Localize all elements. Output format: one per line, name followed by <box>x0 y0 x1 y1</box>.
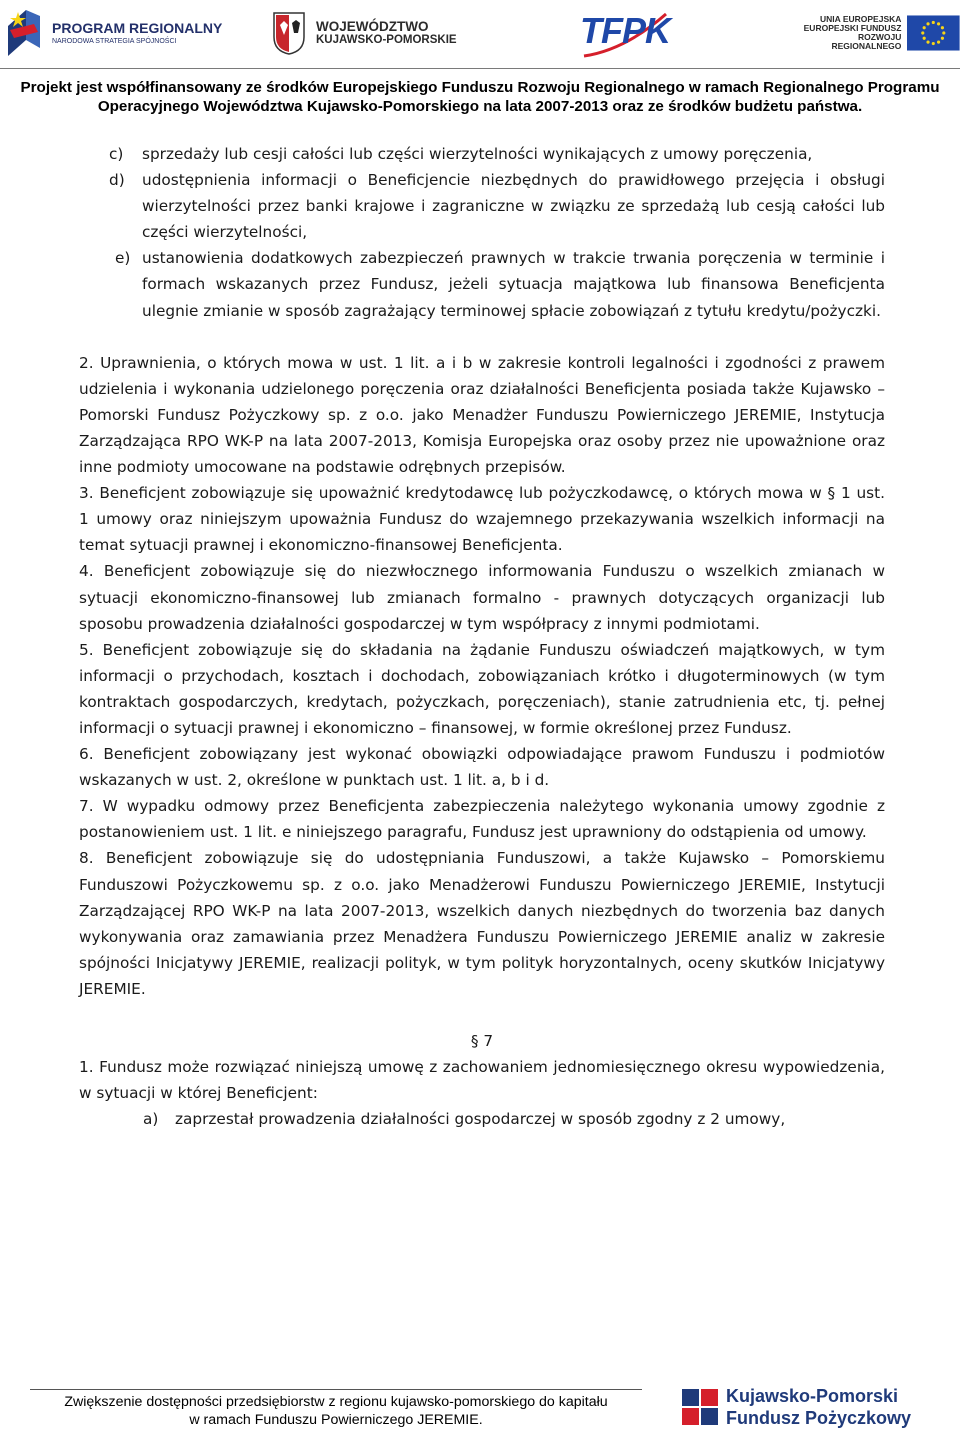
list-text: ustanowienia dodatkowych zabezpieczeń prawnych w trakcie trwania poręczenia w terminie i formach wskazanych przez Fundusz, jeżeli sytuacja majątkowa lub finansowa Beneficjenta ulegnie zmianie w sposób zagrażający terminowej spłacie zobowiązań z tytułu kredytu/pożyczki. <box>142 249 885 320</box>
program-regionalny-emblem-icon <box>4 6 44 60</box>
paragraph-3: 3. Beneficjent zobowiązuje się upoważnić kredytodawcę lub pożyczkodawcę, o których mowa w § 1 ust. 1 umowy oraz niniejszym upoważnia Fundusz do wzajemnego przekazywania wszelkich informacji na temat sytuacji prawnej i ekonomiczno-finansowej Beneficjenta. <box>79 484 885 555</box>
eu-line3: ROZWOJU REGIONALNEGO <box>831 32 902 51</box>
document-body <box>79 141 885 1132</box>
wojewodztwo-line1: WOJEWÓDZTWO <box>316 18 429 34</box>
list-text: sprzedaży lub cesji całości lub części wierzytelności wynikających z umowy poręczenia, <box>142 145 813 163</box>
tfpk-text: TFPK <box>580 10 670 51</box>
eu-line2: EUROPEJSKI FUNDUSZ <box>803 23 902 34</box>
list-text: udostępnienia informacji o Beneficjencie niezbędnych do prawidłowego przejęcia i obsługi wierzytelności przez banki krajowe i zagraniczne w związku ze sprzedażą lub cesją całości lub części wierzytelności, <box>142 171 885 242</box>
eu-logo <box>800 4 960 62</box>
coat-of-arms-icon <box>272 11 306 55</box>
paragraph-8: 8. Beneficjent zobowiązuje się do udostępniania Funduszowi, a także Kujawsko – Pomorskiemu Funduszowi Pożyczkowemu sp. z o.o. jako Menadżerowi Funduszu Powierniczego JEREMIE, Instytucji Zarządzającej RPO WK-P na lata 2007-2013, wszelkich danych niezbędnych do tworzenia baz danych wykonywania oraz zamawiania przez Menadżera Funduszu Powierniczego JEREMIE analiz w zakresie spójności Inicjatywy JEREMIE, realizacji polityk, w tym polityk horyzontalnych, oceny skutków Inicjatywy JEREMIE. <box>79 849 885 998</box>
kpf-line-2: Fundusz Pożyczkowy <box>726 1408 912 1428</box>
paragraph-2: 2. Uprawnienia, o których mowa w ust. 1 lit. a i b w zakresie kontroli legalności i zgodności z prawem udzielenia i wykonania udzielonego poręczenia oraz działalności Beneficjenta posiada także Kujawsko – Pomorski Fundusz Pożyczkowy sp. z o.o. jako Menadżer Funduszu Powierniczego JEREMIE, Instytucja Zarządzająca RPO WK-P na lata 2007-2013, Komisja Europejska oraz osoby przez nie upoważnione oraz inne podmioty umocowane na podstawie odrębnych przepisów. <box>79 353 885 477</box>
tfpk-logo <box>580 4 670 62</box>
section-7-paragraph-1: 1. Fundusz może rozwiązać niniejszą umowę z zachowaniem jednomiesięcznego okresu wypowiedzenia, w sytuacji w której Beneficjent: <box>79 1058 885 1103</box>
wojewodztwo-line2: KUJAWSKO-POMORSKIE <box>316 34 457 47</box>
footer-divider <box>30 1389 642 1390</box>
program-regionalny-logo <box>4 4 222 62</box>
kpf-emblem-icon <box>680 1387 720 1427</box>
list-item-d <box>79 167 885 245</box>
kpf-line-1: Kujawsko-Pomorski <box>726 1386 899 1406</box>
list-label: d) <box>109 171 125 190</box>
header-divider <box>0 68 960 69</box>
eu-flag-icon <box>907 13 960 53</box>
list-label: a) <box>143 1110 159 1129</box>
list-item-c <box>79 141 885 167</box>
spacer <box>79 324 885 350</box>
footer-caption <box>30 1393 642 1429</box>
funding-line-2: Operacyjnego Województwa Kujawsko-Pomorskiego na lata 2007-2013 oraz ze środków budżetu państwa. <box>97 98 863 115</box>
eu-line1: UNIA EUROPEJSKA <box>820 14 902 25</box>
program-regionalny-title: PROGRAM REGIONALNY <box>52 19 223 36</box>
paragraph-5: 5. Beneficjent zobowiązuje się do składania na żądanie Funduszu oświadczeń majątkowych, w tym informacji o przychodach, kosztach i dochodach, zobowiązaniach krótko i długoterminowych (w tym kontraktach gospodarczych, kredytach, pożyczkach, poręczeniach), stanie zatrudnienia etc, tj. pełnej informacji o sytuacji prawnej i ekonomiczno – finansowej, w formie określonej przez Fundusz. <box>79 640 885 737</box>
funding-line-1: Projekt jest współfinansowany ze środków Europejskiego Funduszu Rozwoju Regionalnego w ramach Regionalnego Programu <box>20 79 940 96</box>
list-text: zaprzestał prowadzenia działalności gospodarczej w sposób zgodny z 2 umowy, <box>175 1110 786 1129</box>
kpf-logo <box>680 1385 930 1430</box>
paragraph-6: 6. Beneficjent zobowiązany jest wykonać obowiązki odpowiadające prawom Funduszu i podmiotów wskazanych w ust. 2, określone w punktach ust. 1 lit. a, b i d. <box>79 745 885 790</box>
wojewodztwo-logo <box>272 4 457 62</box>
paragraph-7: 7. W wypadku odmowy przez Beneficjenta zabezpieczenia należytego wykonania umowy zgodnie z postanowieniem ust. 1 lit. e niniejszego paragrafu, Fundusz jest uprawniony do odstąpienia od umowy. <box>79 797 885 842</box>
footer-line-1: Zwiększenie dostępności przedsiębiorstw z regionu kujawsko-pomorskiego do kapitału <box>64 1394 608 1410</box>
list-item-e <box>79 245 885 323</box>
list-label: e) <box>115 249 131 268</box>
paragraph-4: 4. Beneficjent zobowiązuje się do niezwłocznego informowania Funduszu o wszelkich zmianach w sytuacji ekonomiczno-finansowej lub zmianach formalno - prawnych dotyczących organizacji lub sposobu prowadzenia działalności gospodarczej w tym współpracy z innymi podmiotami. <box>79 562 885 633</box>
spacer <box>79 1002 885 1028</box>
list-label: c) <box>109 145 124 163</box>
program-regionalny-subtitle: NARODOWA STRATEGIA SPÓJNOŚCI <box>52 37 177 45</box>
section-heading: § 7 <box>470 1032 494 1050</box>
funding-statement <box>0 78 960 116</box>
page-header <box>0 0 960 68</box>
footer-line-2: w ramach Funduszu Powierniczego JEREMIE. <box>189 1412 483 1428</box>
section-7-list-item-a <box>79 1106 885 1132</box>
